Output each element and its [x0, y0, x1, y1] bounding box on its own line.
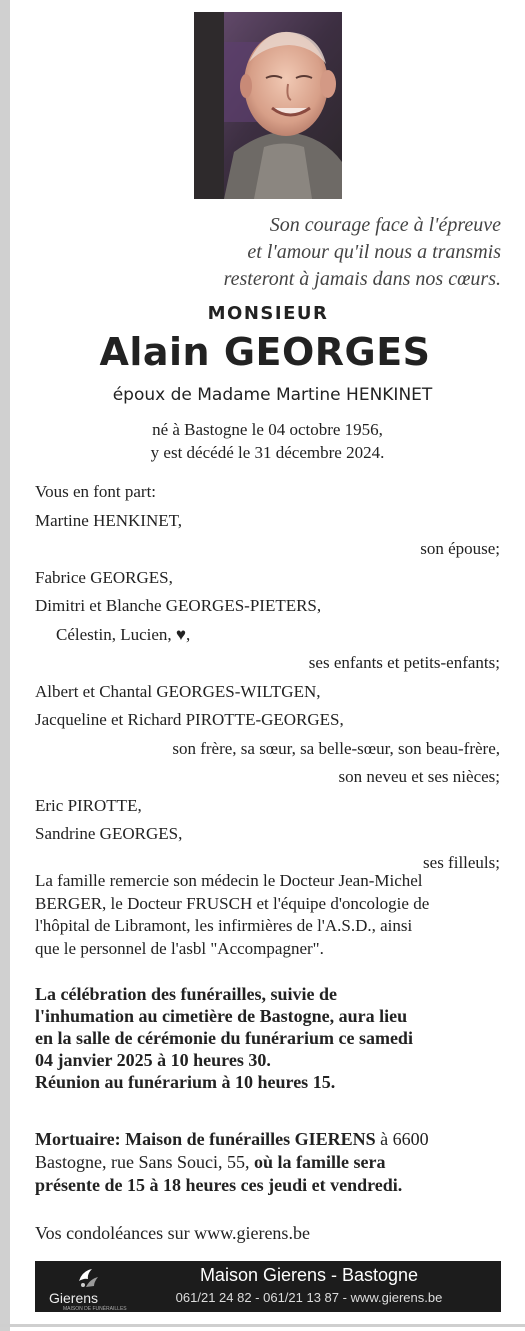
condolences-line: Vos condoléances sur www.gierens.be: [35, 1223, 310, 1243]
banner-contact: 061/21 24 82 - 061/21 13 87 - www.gierens.be: [175, 1290, 443, 1305]
family-intro: Vous en font part:: [35, 482, 157, 501]
mortuary-paragraph: [35, 1128, 505, 1197]
family-member: Célestin, Lucien, ♥,: [56, 624, 191, 644]
spouse-line: époux de Madame Martine HENKINET: [112, 385, 433, 405]
gierens-logo: [43, 1265, 135, 1312]
logo-mark-icon: [76, 1267, 100, 1289]
thanks-line: que le personnel de l'asbl "Accompagner".: [35, 939, 324, 959]
funeral-line: l'inhumation au cimetière de Bastogne, aura lieu: [35, 1006, 408, 1026]
left-border: [0, 0, 10, 1331]
banner-title: Maison Gierens - Bastogne: [199, 1265, 419, 1285]
family-member: Dimitri et Blanche GEORGES-PIETERS,: [35, 596, 322, 615]
family-role: ses enfants et petits-enfants;: [308, 653, 500, 672]
family-role: son frère, sa sœur, sa belle-sœur, son beau-frère,: [172, 738, 500, 758]
mortuary-address: Bastogne, rue Sans Souci, 55,: [35, 1152, 250, 1172]
funeral-line: Réunion au funérarium à 10 heures 15.: [35, 1072, 336, 1092]
family-member: Albert et Chantal GEORGES-WILTGEN,: [35, 681, 321, 701]
mortuary-line: [35, 1128, 505, 1151]
portrait-image: [194, 12, 342, 199]
funeral-paragraph: [35, 983, 505, 1093]
honorific-title: MONSIEUR: [207, 303, 329, 324]
quote-block: [81, 212, 501, 293]
mortuary-postcode: à 6600: [375, 1129, 429, 1149]
funeral-line: La célébration des funérailles, suivie de: [35, 984, 337, 1004]
death-line: y est décédé le 31 décembre 2024.: [150, 443, 385, 462]
birth-line: né à Bastogne le 04 octobre 1956,: [152, 420, 383, 439]
birth-death-block: [0, 418, 525, 464]
family-list: [35, 478, 500, 877]
logo-text: Gierens: [49, 1290, 99, 1306]
quote-line: Son courage face à l'épreuve: [269, 214, 501, 236]
family-member: Martine HENKINET,: [35, 510, 182, 530]
mortuary-name: Mortuaire: Maison de funérailles GIERENS: [35, 1129, 376, 1149]
thanks-line: BERGER, le Docteur FRUSCH et l'équipe d'oncologie de: [35, 893, 430, 913]
quote-line: et l'amour qu'il nous a transmis: [247, 241, 501, 263]
funeral-line: 04 janvier 2025 à 10 heures 30.: [35, 1050, 271, 1070]
mortuary-visit-hours: présente de 15 à 18 heures ces jeudi et vendredi.: [35, 1175, 403, 1195]
family-member: Eric PIROTTE,: [35, 795, 142, 815]
deceased-name: Alain GEORGES: [99, 330, 431, 374]
bottom-border: [0, 1324, 525, 1327]
portrait-photo: [194, 12, 342, 199]
family-role: son neveu et ses nièces;: [338, 767, 500, 786]
logo-subtext: MAISON DE FUNÉRAILLES: [63, 1306, 127, 1312]
funeral-line: en la salle de cérémonie du funérarium ce samedi: [35, 1028, 413, 1048]
thanks-line: La famille remercie son médecin le Docteur Jean-Michel: [35, 871, 423, 890]
family-member: Fabrice GEORGES,: [35, 567, 173, 587]
mortuary-line: [35, 1151, 505, 1174]
family-member: Sandrine GEORGES,: [35, 824, 183, 843]
family-member: Jacqueline et Richard PIROTTE-GEORGES,: [35, 710, 344, 729]
mortuary-visit-intro: où la famille sera: [249, 1152, 386, 1172]
thanks-line: l'hôpital de Libramont, les infirmières de l'A.S.D., ainsi: [35, 916, 413, 936]
family-role: son épouse;: [420, 539, 500, 558]
family-role: ses filleuls;: [423, 852, 500, 872]
thanks-paragraph: [35, 870, 505, 961]
funeral-home-banner: [35, 1261, 501, 1312]
quote-line: resteront à jamais dans nos cœurs.: [223, 268, 501, 290]
